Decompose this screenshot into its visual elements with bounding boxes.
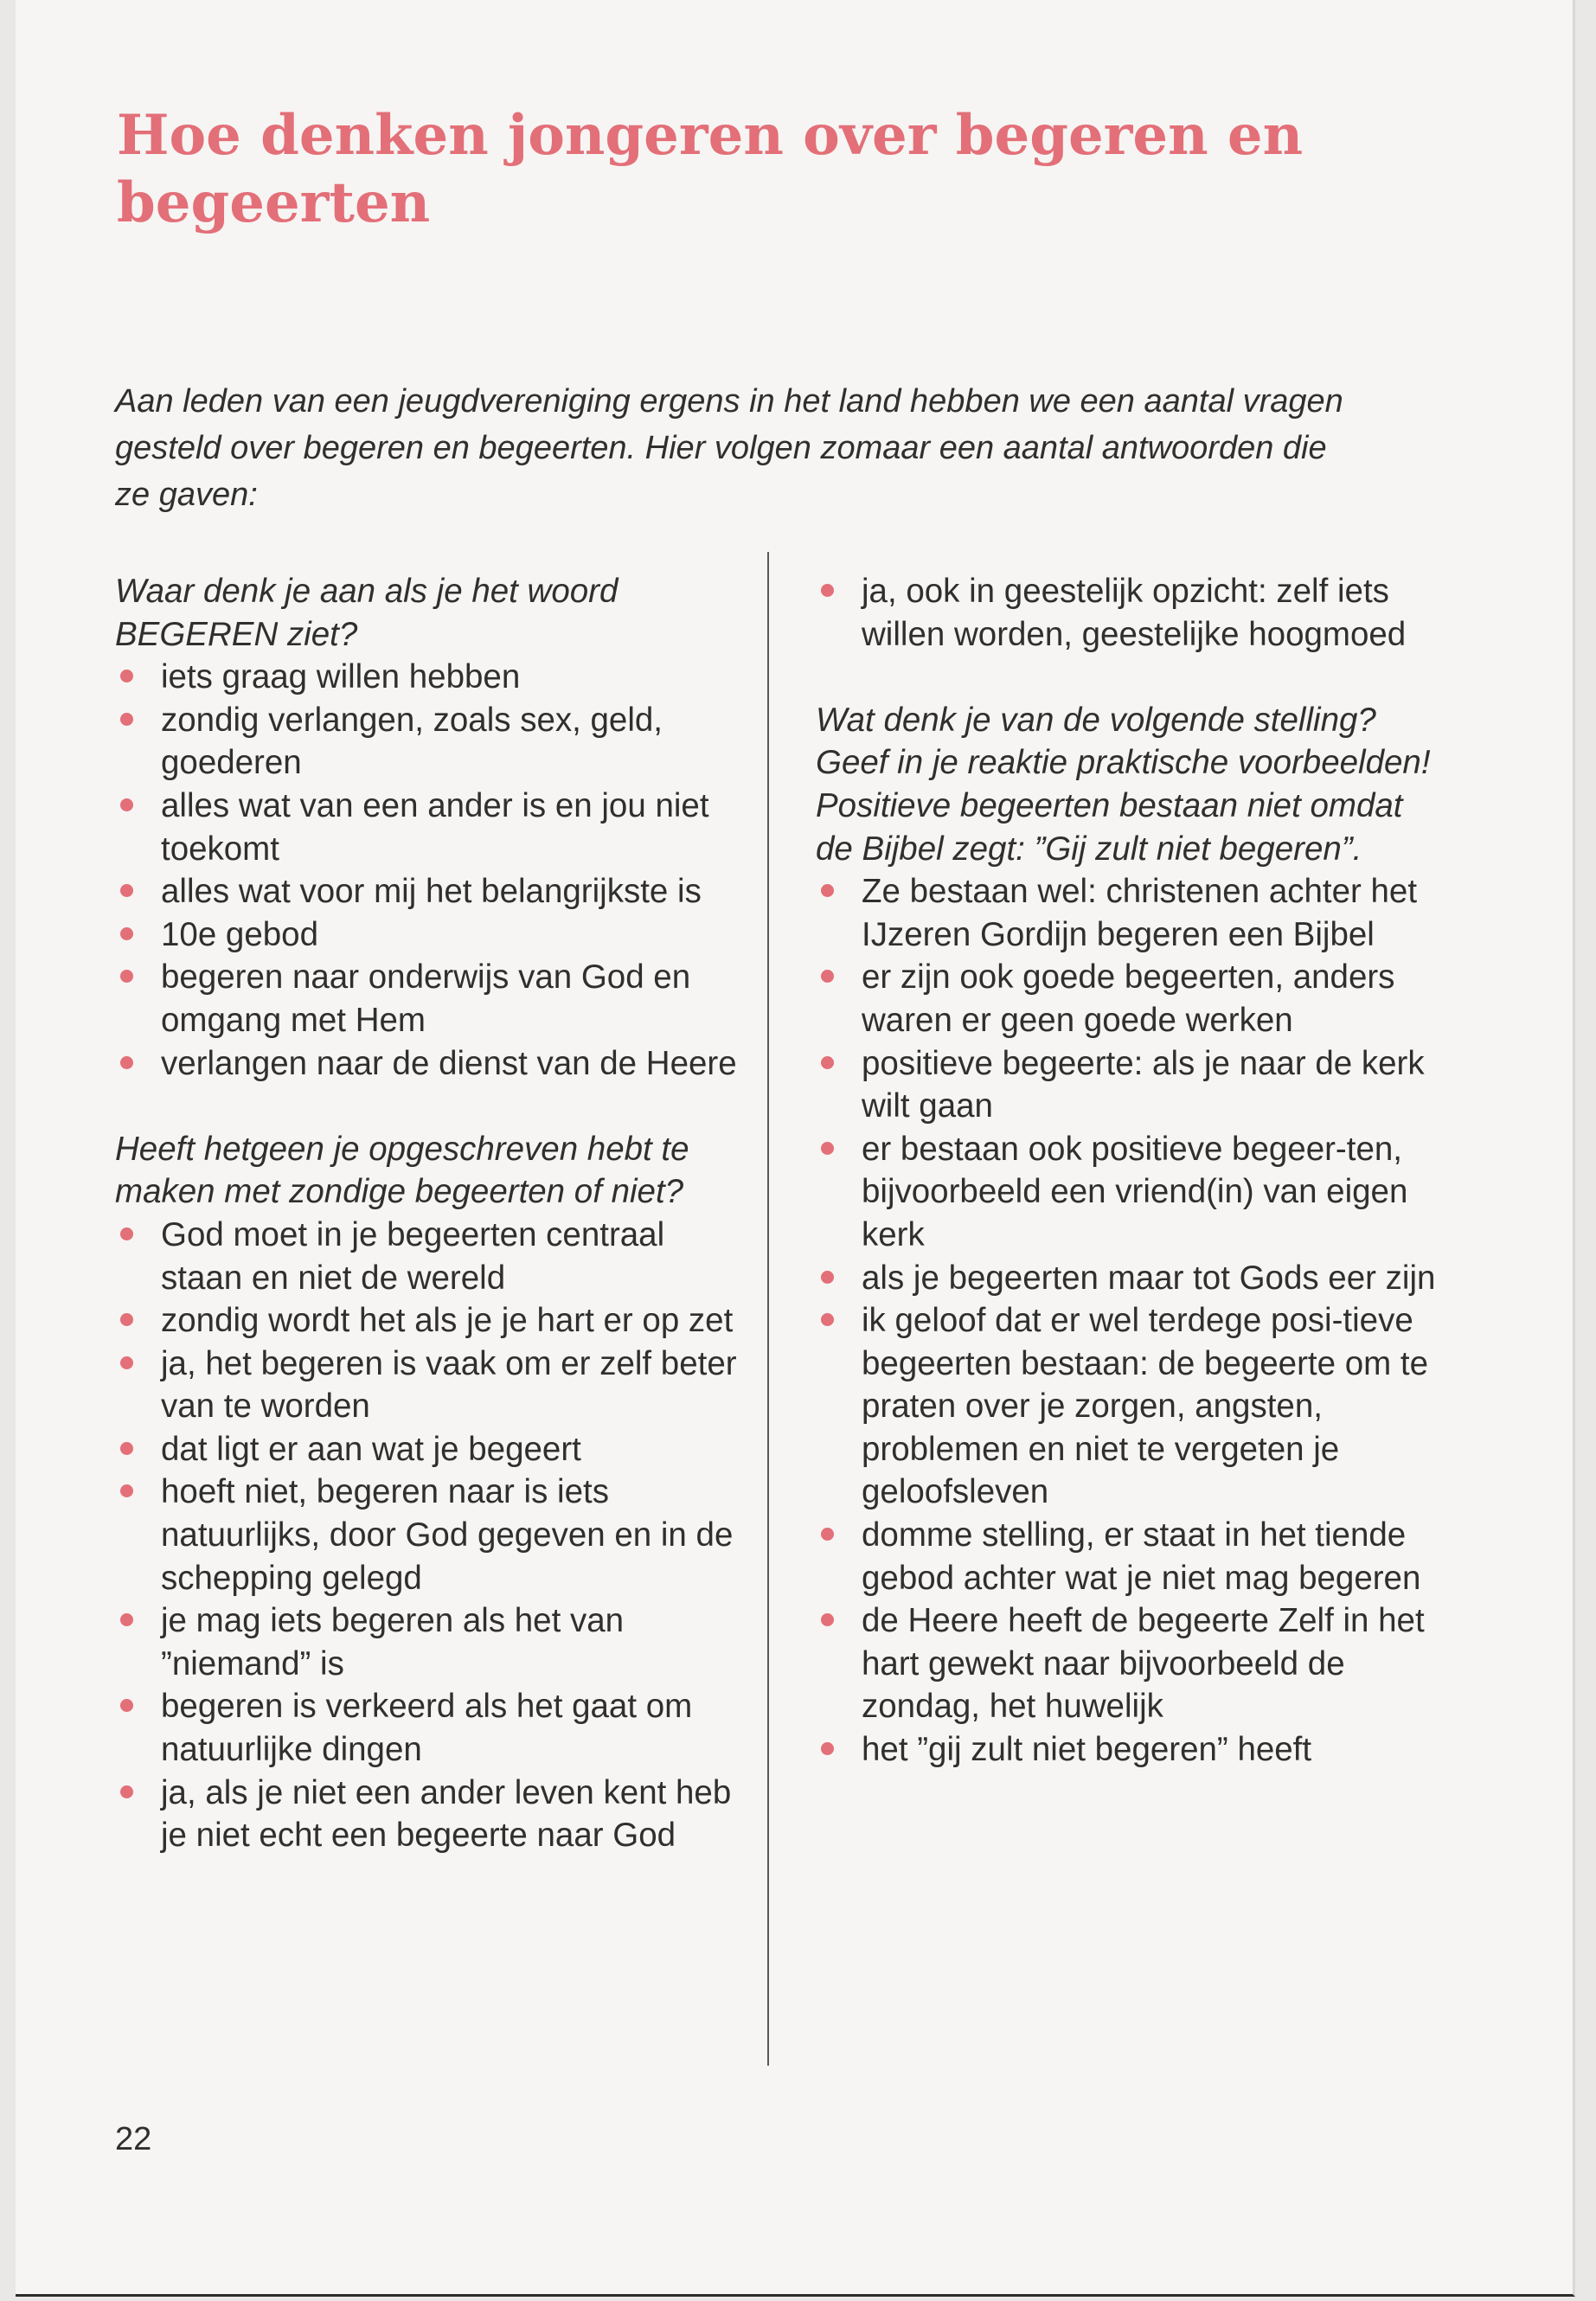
list-item	[115, 1772, 738, 1857]
list-item	[816, 956, 1447, 1042]
bullet-icon	[821, 1142, 834, 1155]
bullet-icon	[120, 1056, 133, 1069]
list-item	[115, 870, 738, 913]
bullet-icon	[821, 1056, 834, 1069]
list-item-text: ja, het begeren is vaak om er zelf beter van te worden	[161, 1344, 737, 1426]
right-column	[816, 570, 1447, 1772]
bullet-icon	[120, 1356, 133, 1369]
bullet-icon	[120, 884, 133, 897]
list-item	[816, 1514, 1447, 1599]
list-item-text: er bestaan ook positieve begeer-ten, bijvoorbeeld een vriend(in) van eigen kerk	[862, 1130, 1408, 1253]
bullet-icon	[120, 1227, 133, 1240]
list-item-text: dat ligt er aan wat je begeert	[161, 1430, 581, 1468]
list-item-text: je mag iets begeren als het van ”niemand” is	[161, 1602, 625, 1682]
bullet-icon	[120, 1613, 133, 1626]
page-number: 22	[115, 2121, 152, 2157]
list-item-text: 10e gebod	[161, 915, 318, 953]
bullet-icon	[821, 1271, 834, 1284]
list-item	[115, 1299, 738, 1343]
answers-list-continued	[816, 570, 1447, 656]
list-item	[115, 1042, 738, 1086]
bullet-icon	[120, 1484, 133, 1497]
answers-list-1	[115, 656, 738, 1085]
list-item-text: zondig verlangen, zoals sex, geld, goederen	[161, 701, 663, 782]
list-item	[115, 1599, 738, 1685]
list-item	[115, 1685, 738, 1771]
list-item	[816, 1599, 1447, 1728]
page	[16, 0, 1575, 2297]
bullet-icon	[821, 1742, 834, 1755]
list-item-text: iets graag willen hebben	[161, 658, 521, 696]
list-item	[816, 1728, 1447, 1772]
list-item-text: zondig wordt het als je je hart er op zet	[161, 1302, 734, 1340]
list-item	[816, 1042, 1447, 1128]
list-item-text: domme stelling, er staat in het tiende gebod achter wat je niet mag begeren	[862, 1516, 1421, 1597]
bullet-icon	[120, 1699, 133, 1712]
answers-list-2	[115, 1214, 738, 1857]
list-item	[115, 785, 738, 870]
list-item	[816, 1257, 1447, 1300]
list-item-text: positieve begeerte: als je naar de kerk wilt gaan	[862, 1044, 1425, 1125]
bullet-icon	[120, 798, 133, 811]
list-item-text: de Heere heeft de begeerte Zelf in het hart gewekt naar bijvoorbeeld de zondag, het huwelijk	[862, 1602, 1425, 1726]
list-item	[115, 699, 738, 785]
bullet-icon	[821, 1613, 834, 1626]
list-item-text: het ”gij zult niet begeren” heeft	[862, 1731, 1312, 1769]
list-item-text: God moet in je begeerten centraal staan en niet de wereld	[161, 1215, 665, 1297]
question-2: Heeft hetgeen je opgeschreven hebt te maken met zondige begeerten of niet?	[115, 1130, 689, 1211]
list-item-text: hoeft niet, begeren naar is iets natuurlijks, door God gegeven en in de schepping gelegd	[161, 1473, 734, 1597]
list-item-text: Ze bestaan wel: christenen achter het IJzeren Gordijn begeren een Bijbel	[862, 873, 1418, 953]
list-item-text: ja, ook in geestelijk opzicht: zelf iets willen worden, geestelijke hoogmoed	[862, 573, 1407, 653]
list-item-text: begeren naar onderwijs van God en omgang met Hem	[161, 958, 691, 1039]
list-item-text: alles wat van een ander is en jou niet toekomt	[161, 786, 709, 868]
list-item	[816, 570, 1447, 656]
left-column	[115, 570, 738, 1857]
list-item-text: verlangen naar de dienst van de Heere	[161, 1044, 737, 1082]
list-item	[816, 870, 1447, 956]
list-item-text: als je begeerten maar tot Gods eer zijn	[862, 1259, 1436, 1297]
question-1: Waar denk je aan als je het woord BEGEREN ziet?	[115, 573, 619, 653]
list-item	[816, 1299, 1447, 1514]
list-item	[115, 656, 738, 699]
list-item-text: er zijn ook goede begeerten, anders waren er geen goede werken	[862, 958, 1395, 1039]
list-item-text: ik geloof dat er wel terdege posi-tieve begeerten bestaan: de begeerte om te praten over je zorgen, angsten, problemen en niet te vergeten je geloofsleven	[862, 1302, 1428, 1511]
list-item	[816, 1128, 1447, 1257]
bullet-icon	[821, 970, 834, 983]
question-3: Wat denk je van de volgende stelling? Geef in je reaktie praktische voorbeelden! Positieve begeerten bestaan niet omdat de Bijbel zegt: ”Gij zult niet begeren”.	[816, 701, 1431, 868]
bullet-icon	[821, 584, 834, 597]
list-item-text: ja, als je niet een ander leven kent heb je niet echt een begeerte naar God	[161, 1773, 732, 1855]
list-item	[115, 1471, 738, 1599]
list-item	[115, 913, 738, 957]
bullet-icon	[120, 1785, 133, 1798]
bullet-icon	[120, 670, 133, 683]
bullet-icon	[120, 970, 133, 983]
list-item	[115, 1428, 738, 1471]
bullet-icon	[821, 1313, 834, 1326]
list-item	[115, 956, 738, 1042]
bullet-icon	[120, 1442, 133, 1455]
answers-list-3	[816, 870, 1447, 1771]
intro-paragraph: Aan leden van een jeugdvereniging ergens in het land hebben we een aantal vragen gesteld over begeren en begeerten. Hier volgen zomaar een aantal antwoorden die ze gaven:	[115, 383, 1343, 513]
list-item-text: begeren is verkeerd als het gaat om natuurlijke dingen	[161, 1688, 693, 1769]
list-item	[115, 1214, 738, 1299]
column-divider	[767, 552, 769, 2066]
bullet-icon	[821, 884, 834, 897]
page-title: Hoe denken jongeren over begeren en begeerten	[117, 103, 1304, 235]
list-item-text: alles wat voor mij het belangrijkste is	[161, 873, 702, 911]
bullet-icon	[120, 1313, 133, 1326]
bullet-icon	[120, 927, 133, 940]
list-item	[115, 1343, 738, 1428]
bullet-icon	[120, 713, 133, 726]
bullet-icon	[821, 1528, 834, 1541]
